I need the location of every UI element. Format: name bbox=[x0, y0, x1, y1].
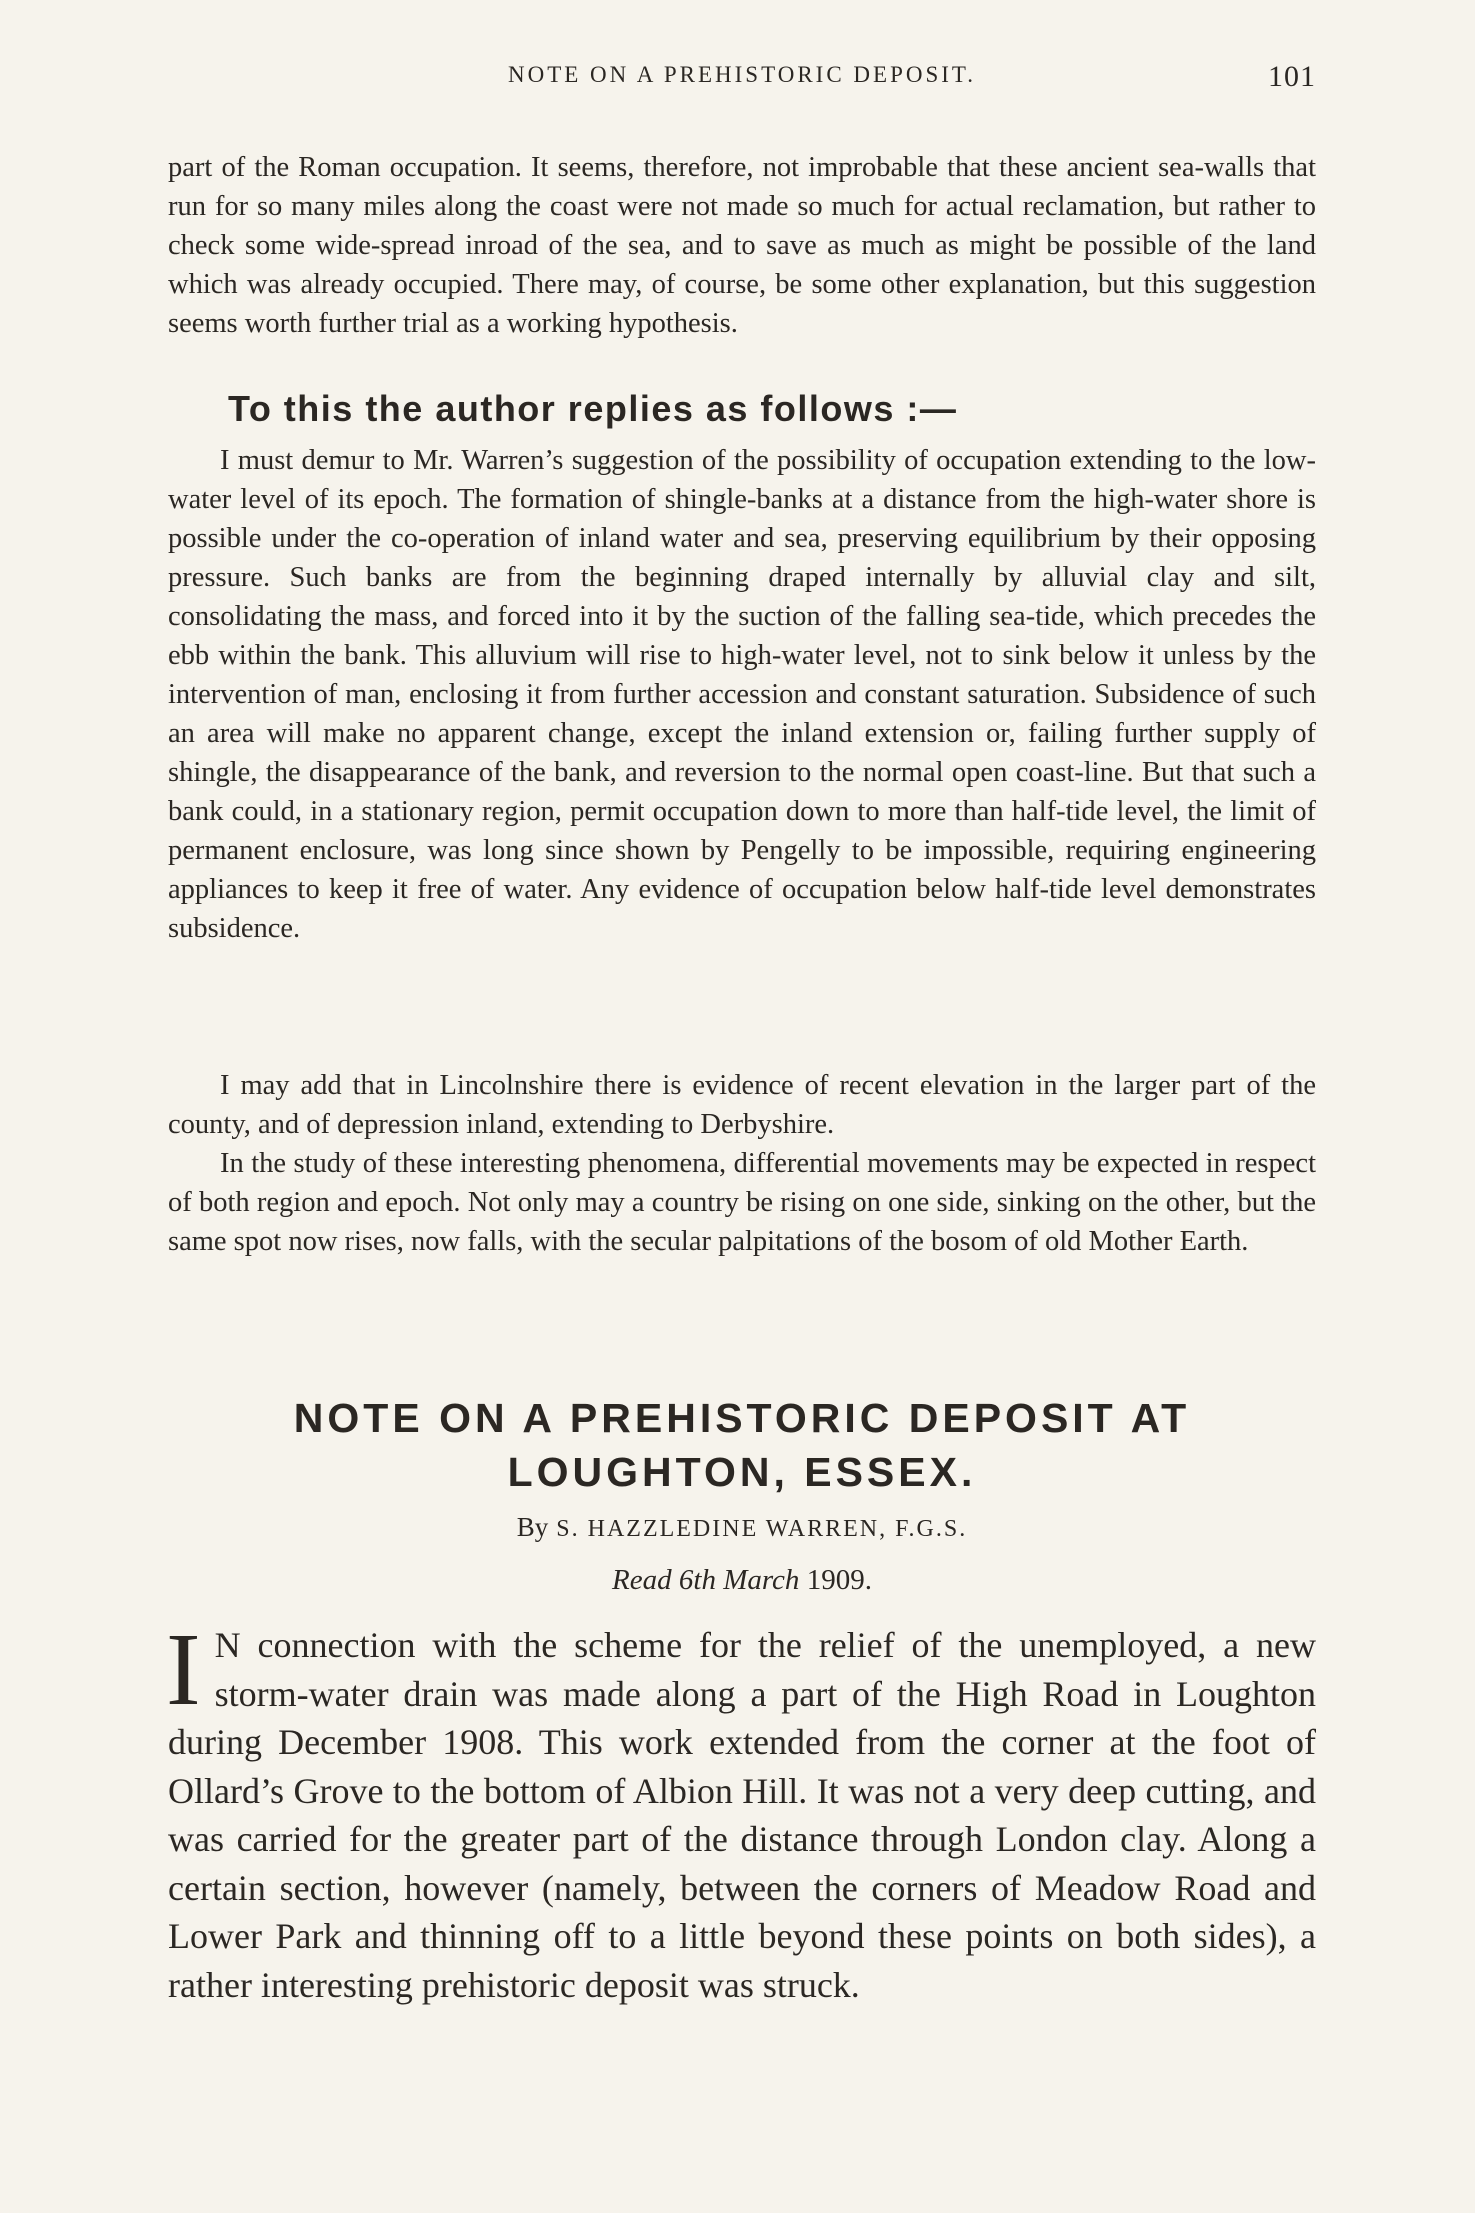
running-head bbox=[168, 62, 1316, 102]
continuation-paragraph: part of the Roman occupation. It seems, therefore, not improbable that these ancient sea-walls that run for so many miles along the coast were not made so much for actual reclamation, but rather to check some wide-spread inroad of the sea, and to save as much as might be possible of the land which was already occupied. There may, of course, be some other explanation, but this suggestion seems worth further trial as a working hypothesis. bbox=[168, 152, 1316, 339]
byline-prefix: By bbox=[516, 1512, 549, 1542]
article-title-line: LOUGHTON, ESSEX. bbox=[507, 1449, 977, 1495]
author-name: S. HAZZLEDINE WARREN, F.G.S. bbox=[556, 1516, 968, 1542]
page-number: 101 bbox=[1268, 60, 1316, 93]
read-year: 1909. bbox=[806, 1564, 872, 1596]
reply-paragraph: I must demur to Mr. Warren’s suggestion of the possibility of occupation extending to the low-water level of its epoch. The formation of shingle-banks at a distance from the high-water shore is possible under the co-operation of inland water and sea, preserving equilibrium by their opposing pressure. Such banks are from the beginning draped internally by alluvial clay and silt, consolidating the mass, and forced into it by the suction of the falling sea-tide, which precedes the ebb within the bank. This alluvium will rise to high-water level, not to sink below it unless by the intervention of man, enclosing it from further accession and constant saturation. Subsidence of such an area will make no apparent change, except the inland extension or, failing further supply of shingle, the disappearance of the bank, and reversion to the normal open coast-line. But that such a bank could, in a stationary region, permit occupation down to more than half-tide level, the limit of permanent enclosure, was long since shown by Pengelly to be impossible, requiring engineering appliances to keep it free of water. Any evidence of occupation below half-tide level demonstrates subsidence. bbox=[168, 445, 1316, 944]
article-title-line: NOTE ON A PREHISTORIC DEPOSIT AT bbox=[293, 1395, 1191, 1441]
read-date bbox=[168, 1564, 1316, 1597]
reply-paragraph: I may add that in Lincolnshire there is evidence of recent elevation in the larger part of the county, and of depression inland, extending to Derbyshire. bbox=[168, 1070, 1316, 1140]
drop-cap: I bbox=[166, 1612, 201, 1727]
article-title bbox=[168, 1391, 1316, 1499]
byline bbox=[168, 1512, 1316, 1543]
reply-heading: To this the author replies as follows :— bbox=[228, 388, 958, 429]
read-label: Read 6th March bbox=[612, 1564, 800, 1596]
intro-text: N connection with the scheme for the relief of the unemployed, a new storm-water drain was made along a part of the High Road in Loughton during December 1908. This work extended from the corner at the foot of Ollard’s Grove to the bottom of Albion Hill. It was not a very deep cutting, and was carried for the greater part of the distance through London clay. Along a certain section, however (namely, between the corners of Meadow Road and Lower Park and thinning off to a little beyond these points on both sides), a rather interesting prehistoric deposit was struck. bbox=[168, 1625, 1316, 2005]
running-head-title: NOTE ON A PREHISTORIC DEPOSIT. bbox=[507, 62, 977, 87]
reply-paragraph: In the study of these interesting phenomena, differential movements may be expected in respect of both region and epoch. Not only may a country be rising on one side, sinking on the other, but the same spot now rises, now falls, with the secular palpitations of the bosom of old Mother Earth. bbox=[168, 1148, 1316, 1257]
article-intro-paragraph bbox=[166, 1612, 1316, 2009]
